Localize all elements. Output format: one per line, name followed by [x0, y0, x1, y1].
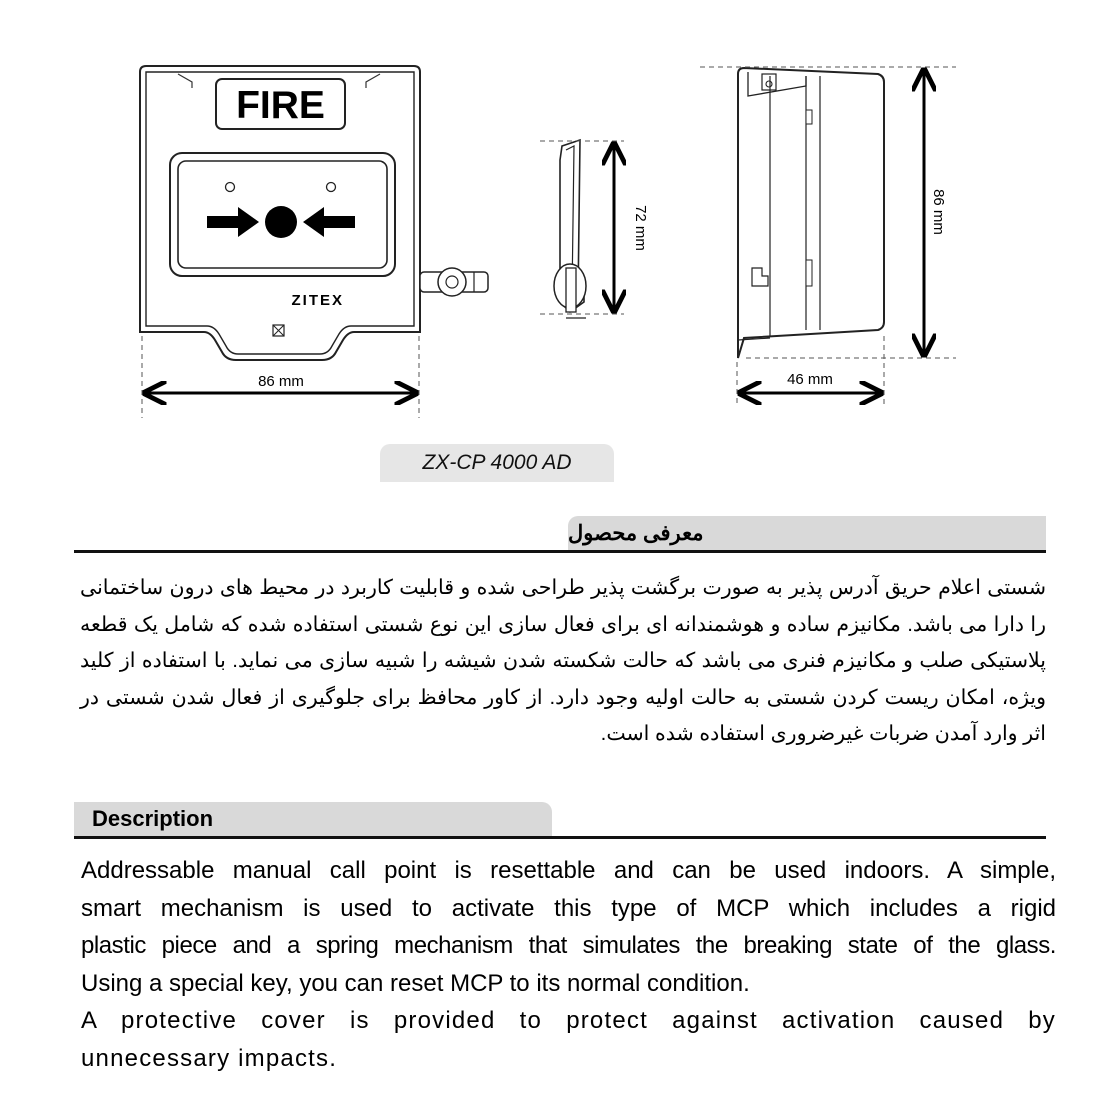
model-name-tab: [380, 444, 614, 482]
persian-description-text: شستی اعلام حریق آدرس پذیر به صورت برگشت پذیر طراحی شده و قابلیت کاربرد در محیط های درون ساختمانی را دارا می باشد. مکانیزم ساده و هوشمندانه ای برای فعال سازی این نوع شستی استفاده شده که شامل یک قطعه پلاستیکی صلب و مکانیزم فنری می باشد که حالت شکسته شدن شیشه را شبیه سازی می نماید. با استفاده از کلید ویژه، امکان ریست کردن شستی به حالت اولیه وجود دارد. از کاور محافظ برای جلوگیری از فعال شدن شستی در اثر وارد آمدن ضربات غیرضروری استفاده شده است.: [80, 576, 1046, 745]
model-name: ZX-CP 4000 AD: [422, 451, 572, 474]
description-line-3: plastic piece and a spring mechanism that simulates the breaking state of the glass.: [81, 932, 1056, 959]
description-line-2: smart mechanism is used to activate this type of MCP which includes a rigid: [81, 894, 1056, 922]
side-view: [700, 67, 956, 404]
description-title: Description: [92, 806, 214, 831]
brand-logo: ZITEX: [291, 292, 344, 309]
description-line-6: unnecessary impacts.: [81, 1044, 338, 1072]
description-section-header: [74, 802, 1046, 839]
front-width-label: 86 mm: [258, 373, 304, 390]
description-line-1: Addressable manual call point is resettable and can be used indoors. A simple,: [81, 857, 1056, 884]
key-slot-icon: [273, 325, 284, 336]
fire-label: FIRE: [236, 84, 325, 127]
reset-key-icon: [420, 268, 488, 296]
front-view: [140, 66, 488, 418]
press-point-icon: [265, 206, 297, 238]
description-line-4: Using a special key, you can reset MCP to its normal condition.: [81, 969, 750, 997]
description-tab: [74, 802, 552, 836]
technical-drawing: [0, 0, 1117, 440]
side-depth-label: 46 mm: [787, 371, 833, 388]
persian-section-tab: [568, 516, 1046, 550]
description-text: [81, 852, 1056, 1077]
side-view-narrow: [540, 140, 649, 318]
description-line-5: A protective cover is provided to protect against activation caused by: [81, 1007, 1056, 1034]
persian-section-title: معرفی محصول: [568, 521, 704, 545]
side-height-label: 86 mm: [930, 189, 947, 235]
narrow-height-label: 72 mm: [632, 205, 649, 251]
persian-section-header: [74, 516, 1046, 553]
